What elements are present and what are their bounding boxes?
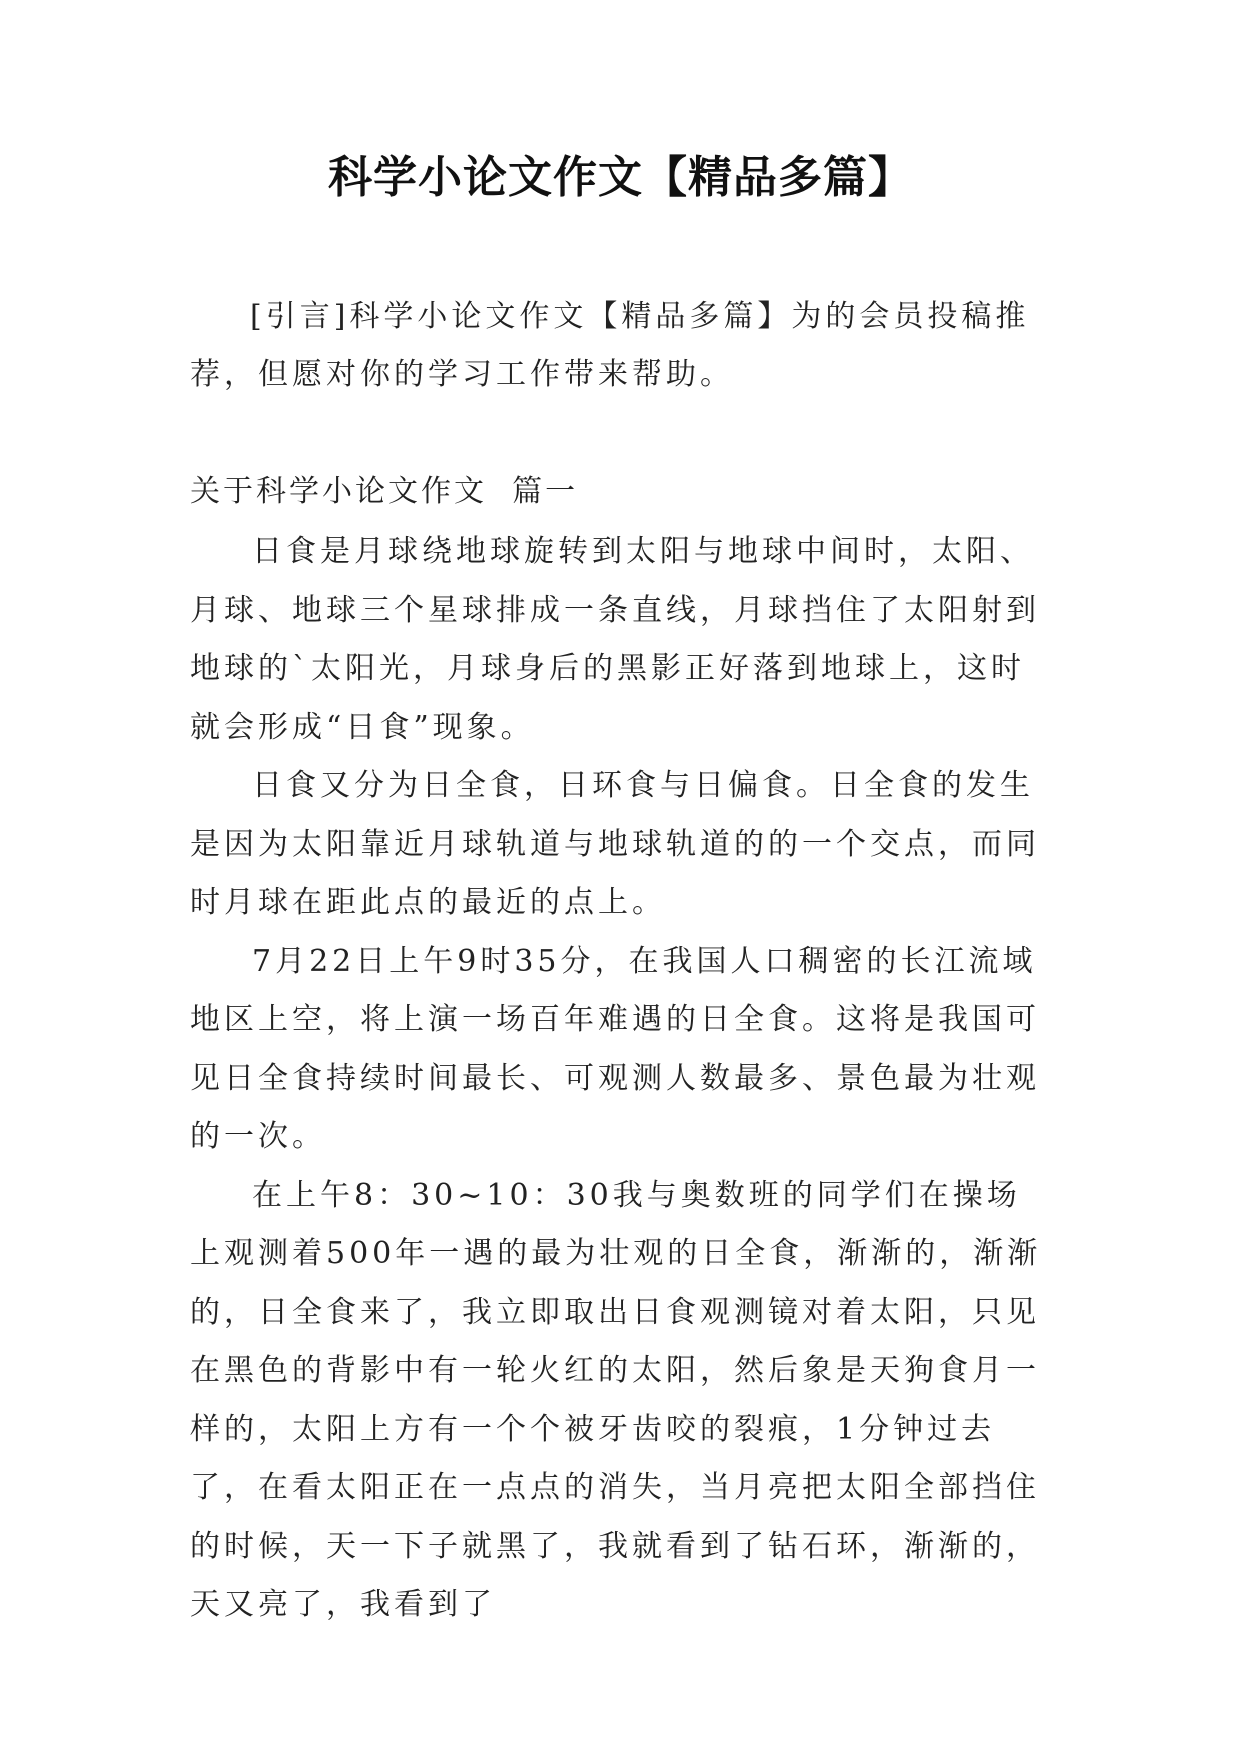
section-content	[190, 523, 1050, 1635]
intro-paragraph: [引言]科学小论文作文【精品多篇】为的会员投稿推荐，但愿对你的学习工作带来帮助。	[190, 299, 1030, 392]
paragraph: 日食又分为日全食，日环食与日偏食。日全食的发生是因为太阳靠近月球轨道与地球轨道的的一个交点，而同时月球在距此点的最近的点上。	[190, 768, 1040, 920]
paragraph: 7月22日上午9时35分，在我国人口稠密的长江流域地区上空，将上演一场百年难遇的日全食。这将是我国可见日全食持续时间最长、可观测人数最多、景色最为壮观的一次。	[190, 943, 1040, 1154]
section-heading: 关于科学小论文作文 篇一	[190, 474, 579, 509]
paragraph: 日食是月球绕地球旋转到太阳与地球中间时，太阳、月球、地球三个星球排成一条直线，月球挡住了太阳射到地球的`太阳光，月球身后的黑影正好落到地球上，这时就会形成“日食”现象。	[190, 534, 1040, 745]
paragraph: 在上午8：30~10：30我与奥数班的同学们在操场上观测着500年一遇的最为壮观的日全食，渐渐的，渐渐的，日全食来了，我立即取出日食观测镜对着太阳，只见在黑色的背影中有一轮火红的太阳，然后象是天狗食月一样的，太阳上方有一个个被牙齿咬的裂痕，1分钟过去了，在看太阳正在一点点的消失，当月亮把太阳全部挡住的时候，天一下子就黑了，我就看到了钻石环，渐渐的，天又亮了，我看到了	[190, 1177, 1042, 1622]
document-title: 科学小论文作文【精品多篇】	[328, 152, 913, 203]
